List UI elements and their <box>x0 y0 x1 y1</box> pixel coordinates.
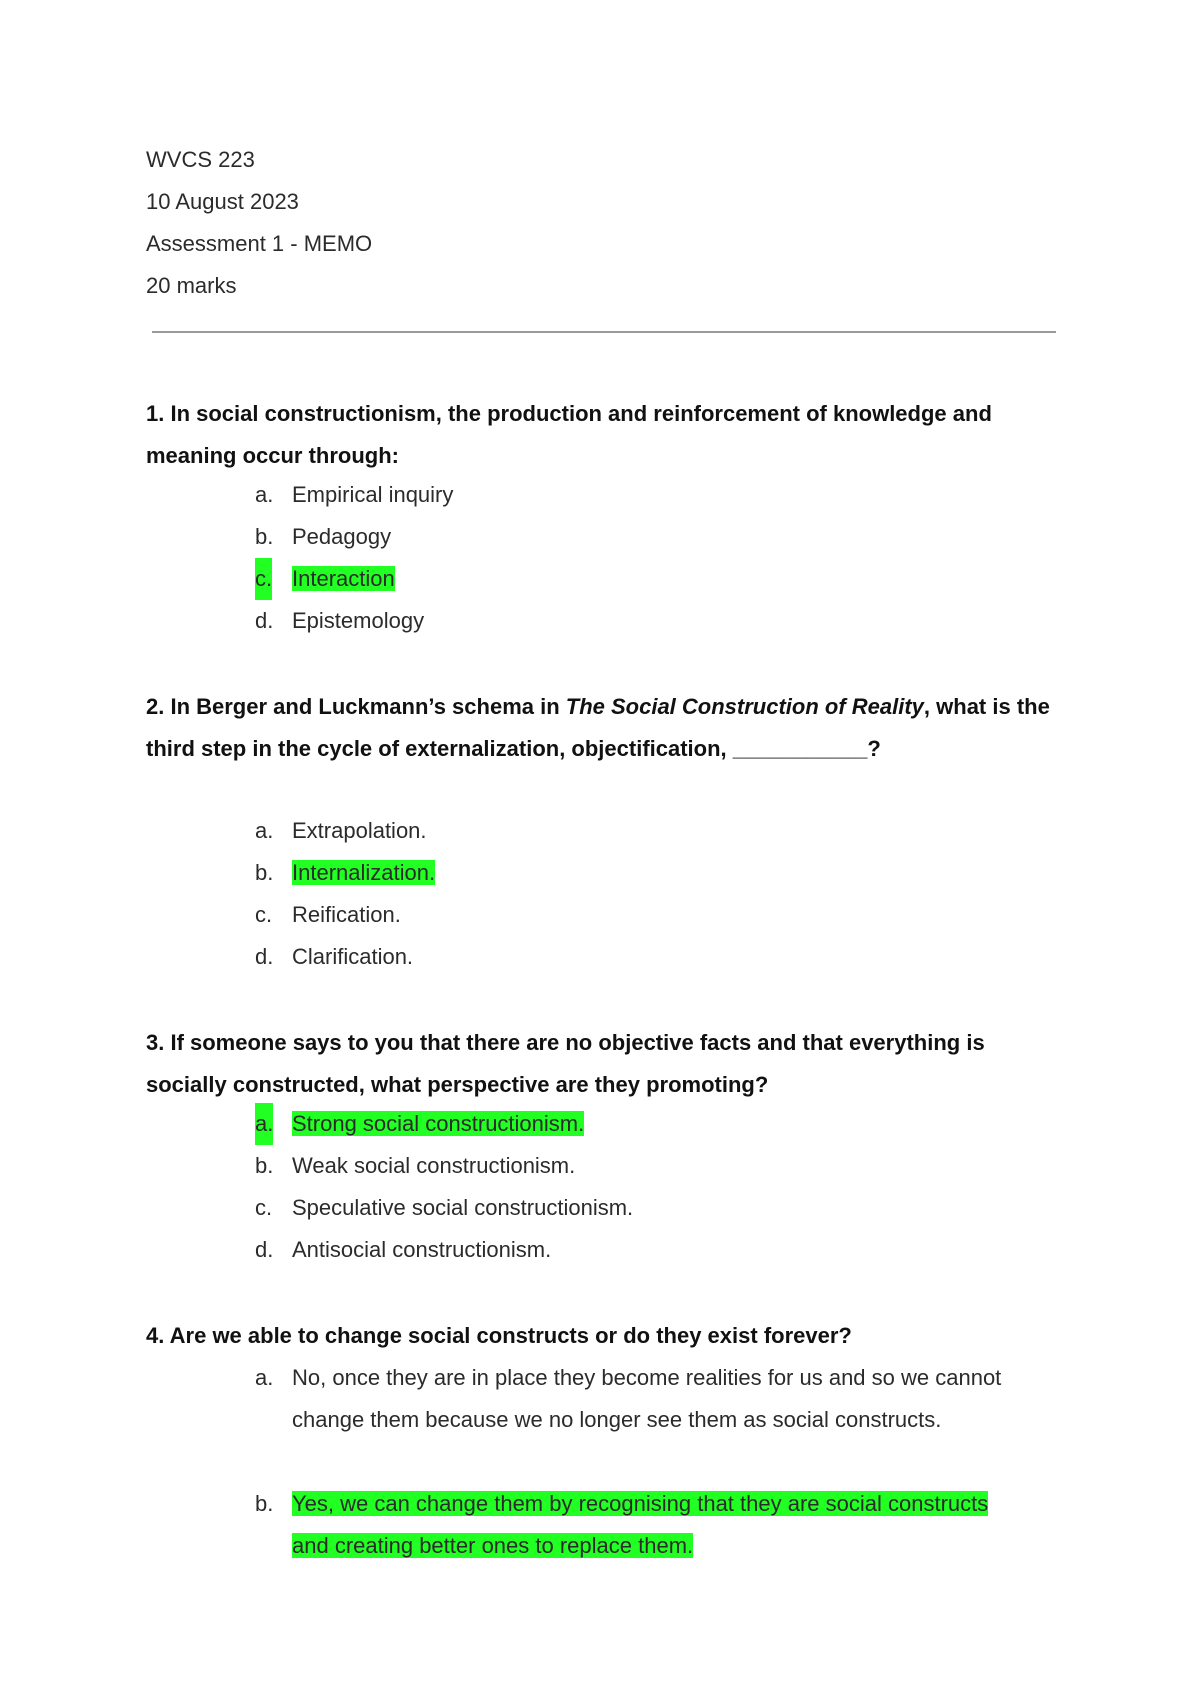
document-title: Assessment 1 - MEMO <box>146 231 373 256</box>
q2-option-d <box>255 936 1015 978</box>
option-text: Pedagogy <box>292 524 392 549</box>
question-4: 4. Are we able to change social constructs or do they exist forever? <box>146 1323 852 1348</box>
option-text: No, once they are in place they become realities for us and so we cannot change them because we no longer see them as social constructs. <box>292 1365 1002 1432</box>
option-text: Empirical inquiry <box>292 482 454 507</box>
question-3: 3. If someone says to you that there are no objective facts and that everything is socially constructed, what perspective are they promoting? <box>146 1030 985 1097</box>
option-letter: b. <box>255 860 274 885</box>
option-text: Extrapolation. <box>292 818 427 843</box>
option-letter: c. <box>255 902 273 927</box>
horizontal-divider <box>152 331 1056 333</box>
option-letter: a. <box>255 818 274 843</box>
question-2-text-start: 2. In Berger and Luckmann’s schema in <box>146 694 566 719</box>
q3-option-d <box>255 1229 1015 1271</box>
q4-option-b-correct <box>255 1483 1015 1567</box>
q1-option-c-correct <box>255 558 1015 600</box>
q2-option-c <box>255 894 1015 936</box>
q1-option-a <box>255 474 1015 516</box>
option-letter: b. <box>255 1153 274 1178</box>
option-text: Weak social constructionism. <box>292 1153 576 1178</box>
q4-option-a <box>255 1357 1015 1441</box>
q3-option-b <box>255 1145 1015 1187</box>
q3-option-c <box>255 1187 1015 1229</box>
option-letter: b. <box>255 1491 274 1516</box>
option-text-highlighted: Internalization. <box>292 860 436 885</box>
option-text: Antisocial constructionism. <box>292 1237 552 1262</box>
option-text-highlighted: Interaction <box>292 566 395 591</box>
question-2 <box>146 686 1066 770</box>
q2-option-b-correct <box>255 852 1015 894</box>
option-letter: c. <box>255 558 272 600</box>
document-date: 10 August 2023 <box>146 189 299 214</box>
option-letter: d. <box>255 944 274 969</box>
option-letter: c. <box>255 1195 273 1220</box>
course-code: WVCS 223 <box>146 147 255 172</box>
option-text: Epistemology <box>292 608 425 633</box>
option-text: Reification. <box>292 902 401 927</box>
q1-option-d <box>255 600 1015 642</box>
option-letter: a. <box>255 482 274 507</box>
option-text-highlighted: Strong social constructionism. <box>292 1111 585 1136</box>
total-marks: 20 marks <box>146 273 237 298</box>
q3-option-a-correct <box>255 1103 1015 1145</box>
book-title: The Social Construction of Reality <box>565 694 924 719</box>
question-2-text-end: , what is the third step in the cycle of externalization, objectification, ___________? <box>146 694 1050 761</box>
option-text: Speculative social constructionism. <box>292 1195 634 1220</box>
option-letter: a. <box>255 1103 273 1145</box>
q2-option-a <box>255 810 1015 852</box>
option-letter: d. <box>255 1237 274 1262</box>
option-letter: d. <box>255 608 274 633</box>
option-letter: b. <box>255 524 274 549</box>
option-text-highlighted: Yes, we can change them by recognising that they are social constructs and creating better ones to replace them. <box>292 1491 989 1558</box>
option-text: Clarification. <box>292 944 414 969</box>
option-letter: a. <box>255 1365 274 1390</box>
q1-option-b <box>255 516 1015 558</box>
question-1: 1. In social constructionism, the production and reinforcement of knowledge and meaning occur through: <box>146 401 992 468</box>
